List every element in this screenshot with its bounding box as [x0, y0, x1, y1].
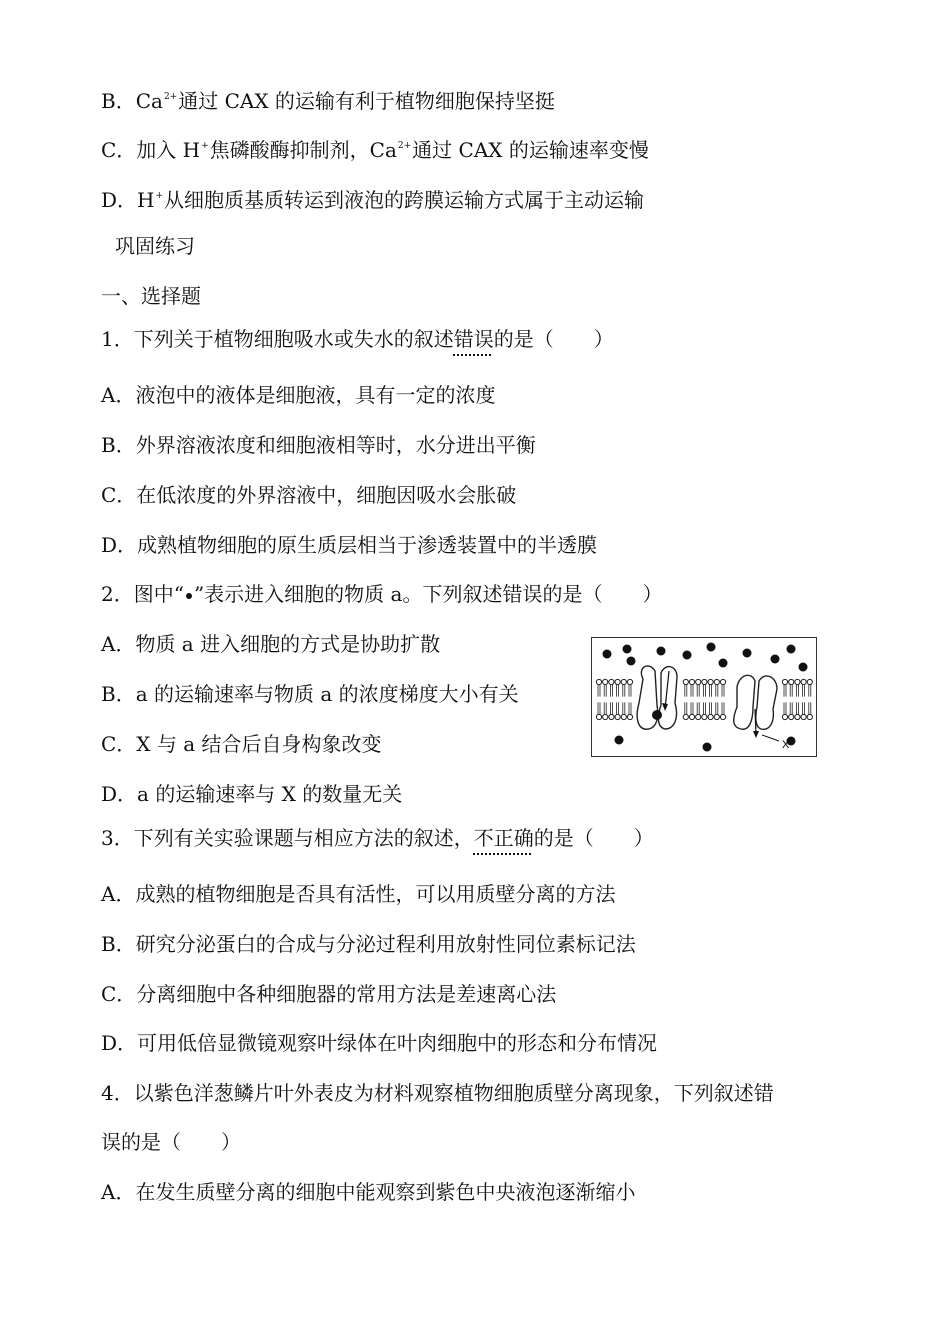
q1-option-d: D．成熟植物细胞的原生质层相当于渗透装置中的半透膜	[101, 533, 598, 557]
option-c-prev	[101, 132, 649, 164]
stem-text: ”表示进入细胞的物质 a。下列叙述错误的是（ ）	[193, 582, 663, 606]
superscript: 2+	[163, 92, 178, 102]
option-text: C．加入 H	[101, 138, 201, 162]
stem-text: 3．下列有关实验课题与相应方法的叙述，	[101, 826, 474, 850]
stem-text: 的是（ ）	[533, 826, 654, 850]
option-text: B．Ca	[101, 89, 163, 113]
option-text: 从细胞质基质转运到液泡的跨膜运输方式属于主动运输	[164, 188, 645, 212]
q2-option-c: C．X 与 a 结合后自身构象改变	[101, 732, 382, 756]
q2-option-a: A．物质 a 进入细胞的方式是协助扩散	[101, 632, 441, 656]
q1-option-c: C．在低浓度的外界溶液中，细胞因吸水会胀破	[101, 483, 517, 507]
part-title: 一、选择题	[101, 284, 201, 308]
stem-text: 的是（ ）	[493, 327, 614, 351]
superscript: 2+	[397, 141, 412, 151]
q2-option-b: B．a 的运输速率与物质 a 的浓度梯度大小有关	[101, 682, 519, 706]
q1-option-b: B．外界溶液浓度和细胞液相等时，水分进出平衡	[101, 433, 536, 457]
question-3-stem	[101, 824, 654, 852]
question-2-stem	[101, 580, 662, 608]
question-4-stem-line1: 4．以紫色洋葱鳞片叶外表皮为材料观察植物细胞质壁分离现象，下列叙述错	[101, 1081, 774, 1105]
option-b-prev	[101, 83, 555, 115]
stem-text: 2．图中“	[101, 582, 184, 606]
q3-option-c: C．分离细胞中各种细胞器的常用方法是差速离心法	[101, 982, 557, 1006]
superscript: +	[155, 191, 164, 201]
particle-bound	[652, 710, 662, 720]
option-d-prev	[101, 182, 644, 214]
emphasis-text: 错误	[453, 327, 494, 351]
membrane-transport-diagram	[591, 637, 817, 757]
q3-option-a: A．成熟的植物细胞是否具有活性，可以用质壁分离的方法	[101, 882, 616, 906]
q2-option-d: D．a 的运输速率与 X 的数量无关	[101, 782, 403, 806]
q1-option-a: A．液泡中的液体是细胞液，具有一定的浓度	[101, 383, 496, 407]
particle-icon	[186, 593, 192, 599]
question-4-stem-line2: 误的是（ ）	[101, 1130, 241, 1154]
section-title: 巩固练习	[115, 234, 195, 258]
option-text: 通过 CAX 的运输速率变慢	[412, 138, 649, 162]
option-text: 焦磷酸酶抑制剂，Ca	[209, 138, 397, 162]
question-1-stem	[101, 325, 614, 353]
q3-option-d: D．可用低倍显微镜观察叶绿体在叶肉细胞中的形态和分布情况	[101, 1031, 658, 1055]
superscript: +	[201, 141, 209, 151]
q3-option-b: B．研究分泌蛋白的合成与分泌过程利用放射性同位素标记法	[101, 932, 636, 956]
emphasis-text: 不正确	[473, 826, 534, 850]
option-text: 通过 CAX 的运输有利于植物细胞保持坚挺	[178, 89, 555, 113]
carrier-label: X	[782, 739, 790, 751]
q4-option-a: A．在发生质壁分离的细胞中能观察到紫色中央液泡逐渐缩小	[101, 1180, 636, 1204]
option-text: D．H	[101, 188, 155, 212]
stem-text: 1．下列关于植物细胞吸水或失水的叙述	[101, 327, 454, 351]
